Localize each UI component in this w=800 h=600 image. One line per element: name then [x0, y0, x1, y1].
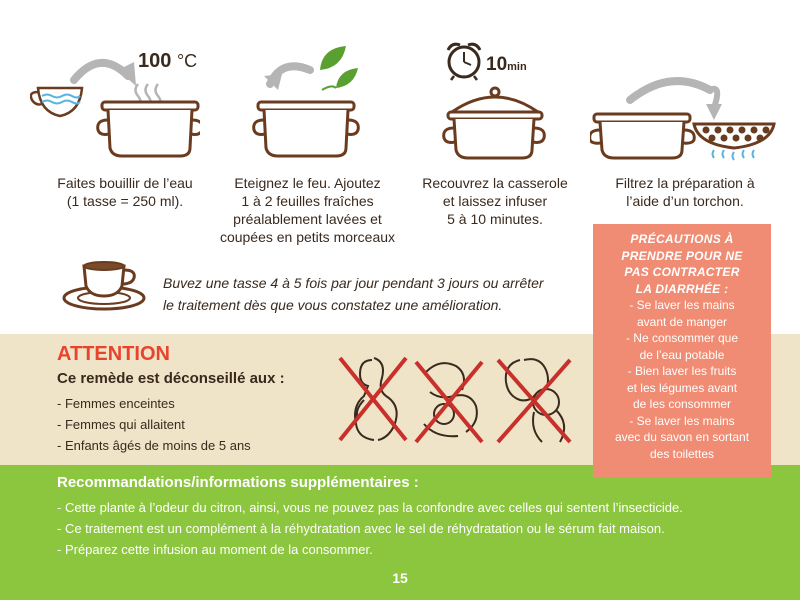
- precautions-box: [593, 224, 771, 478]
- recommendations-title: Recommandations/informations supplémentaires :: [57, 474, 419, 491]
- list-item: avec du savon en sortant: [614, 430, 750, 444]
- breastfeeding-crossed-icon: [410, 352, 490, 448]
- temperature-label: 100 °C: [138, 50, 198, 72]
- contraindication-heading: Ce remède est déconseillé aux :: [57, 370, 285, 387]
- list-item: des toilettes: [649, 446, 715, 461]
- list-item: - Femmes enceintes: [57, 396, 175, 411]
- list-item: - Se laver les mains: [629, 298, 735, 312]
- dosage-instructions: Buvez une tasse 4 à 5 fois par jour pendant 3 jours ou arrêter le traitement dès que vous constatez une amélioration.: [163, 275, 544, 313]
- recommendations-list: [57, 497, 683, 560]
- leaf-icon: [320, 46, 358, 90]
- list-item: - Enfants âgés de moins de 5 ans: [57, 438, 251, 453]
- step-4-caption: Filtrez la préparation à l’aide d’un torchon.: [615, 175, 755, 209]
- list-item: - Se laver les mains: [629, 413, 735, 428]
- list-item: - Bien laver les fruits: [627, 364, 737, 378]
- page-number: 15: [392, 570, 408, 586]
- tea-cup-icon: [62, 256, 157, 314]
- list-item: de les consommer: [632, 397, 732, 411]
- list-item: - Cette plante à l’odeur du citron, ainsi, vous ne pouvez pas la confondre avec celles qui sentent l’insecticide.: [57, 500, 683, 515]
- contraindication-list: [57, 393, 251, 456]
- list-item: et les légumes avant: [626, 380, 738, 395]
- step-2-caption: Eteignez le feu. Ajoutez 1 à 2 feuilles fraîches préalablement lavées et coupées en petits morceaux: [219, 175, 396, 245]
- child-crossed-icon: [490, 350, 580, 448]
- step-3-caption: Recouvrez la casserole et laissez infuser 5 à 10 minutes.: [422, 175, 568, 227]
- water-cup-icon: [31, 88, 82, 116]
- timer-label: 10min: [486, 54, 527, 75]
- timer-icon: [448, 44, 480, 80]
- precautions-title: PRÉCAUTIONS À PRENDRE POUR NE PAS CONTRACTER LA DIARRHÉE :: [621, 232, 743, 296]
- list-item: - Ne consommer que: [625, 331, 739, 345]
- list-item: de l’eau potable: [639, 347, 725, 362]
- pot-strainer-icon: [590, 40, 780, 170]
- strainer-icon: [694, 124, 774, 160]
- list-item: avant de manger: [636, 314, 728, 329]
- step-1-caption: Faites bouillir de l’eau (1 tasse = 250 ml).: [57, 175, 193, 209]
- attention-title: ATTENTION: [57, 343, 170, 365]
- pot-with-leaves-icon: [250, 40, 370, 170]
- list-item: - Ce traitement est un complément à la réhydratation avec le sel de réhydratation ou le sérum fait maison.: [57, 521, 665, 536]
- precautions-list: [593, 297, 771, 462]
- pregnant-woman-crossed-icon: [334, 350, 414, 446]
- list-item: - Femmes qui allaitent: [57, 417, 185, 432]
- list-item: - Préparez cette infusion au moment de la consommer.: [57, 542, 373, 557]
